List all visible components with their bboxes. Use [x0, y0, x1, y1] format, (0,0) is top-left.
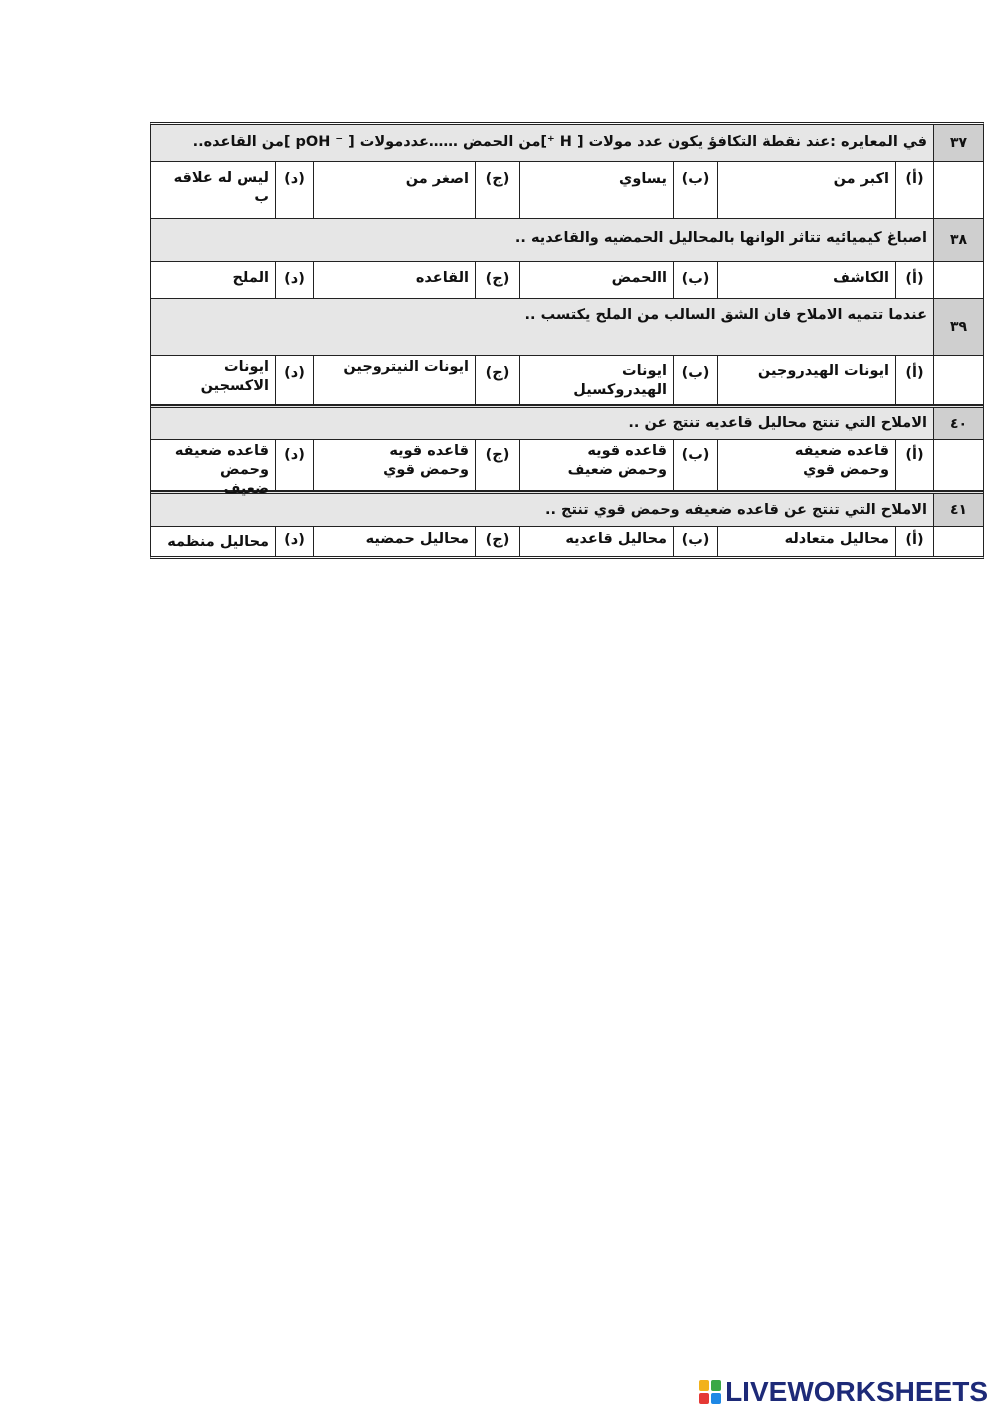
option-c[interactable]: القاعده — [313, 262, 475, 298]
option-d[interactable]: ايونات الاكسجين — [200, 359, 269, 394]
quiz-table — [150, 122, 984, 559]
option-b[interactable]: االحمض — [519, 262, 673, 298]
option-b[interactable]: يساوي — [519, 162, 673, 218]
option-letter: (د) — [275, 440, 313, 490]
option-letter: (ب) — [673, 527, 717, 556]
option-letter: (ج) — [475, 527, 519, 556]
option-letter: (ج) — [475, 162, 519, 218]
option-a[interactable]: الكاشف — [717, 262, 895, 298]
logo-squares-icon — [699, 1380, 721, 1404]
option-letter: (أ) — [895, 262, 933, 298]
option-a[interactable]: ايونات الهيدروجين — [717, 356, 895, 404]
options-row — [151, 162, 983, 219]
options-row — [151, 440, 983, 497]
logo-text: LIVEWORKSHEETS — [725, 1376, 988, 1407]
logo-square — [711, 1393, 721, 1404]
question-text: اصباغ كيميائيه تتاثر الوانها بالمحاليل الحمضيه والقاعديه .. — [514, 230, 927, 246]
option-letter: (أ) — [895, 527, 933, 556]
option-d[interactable]: قاعده ضعيفه وحمض ضعيف — [174, 443, 269, 497]
question-row — [151, 125, 983, 162]
logo-square — [711, 1380, 721, 1391]
options-row — [151, 262, 983, 299]
option-d[interactable]: محاليل منظمه — [167, 534, 269, 550]
option-a[interactable]: قاعده ضعيفه وحمض قوي — [717, 440, 895, 490]
option-c[interactable]: قاعده قويه وحمض قوي — [313, 440, 475, 490]
option-letter: (ب) — [673, 162, 717, 218]
option-a[interactable]: محاليل متعادله — [717, 527, 895, 556]
option-c[interactable]: ايونات النيتروجين — [313, 356, 475, 404]
question-number: ٣٩ — [933, 299, 983, 355]
option-letter: (ج) — [475, 440, 519, 490]
answer-blank[interactable] — [933, 162, 983, 218]
option-a[interactable]: اكبر من — [717, 162, 895, 218]
question-number: ٣٧ — [933, 125, 983, 161]
question-row — [151, 491, 983, 527]
option-c[interactable]: محاليل حمضيه — [313, 527, 475, 556]
option-letter: (أ) — [895, 162, 933, 218]
question-row — [151, 299, 983, 356]
option-letter: (د) — [275, 356, 313, 404]
answer-blank[interactable] — [933, 356, 983, 404]
logo-square — [699, 1393, 709, 1404]
option-letter: (ب) — [673, 440, 717, 490]
answer-blank[interactable] — [933, 262, 983, 298]
liveworksheets-logo[interactable] — [699, 1376, 988, 1408]
question-number: ٤٠ — [933, 408, 983, 439]
question-number: ٤١ — [933, 494, 983, 526]
answer-blank[interactable] — [933, 440, 983, 490]
option-letter: (د) — [275, 262, 313, 298]
options-row — [151, 356, 983, 405]
options-row — [151, 527, 983, 556]
option-letter: (ج) — [475, 262, 519, 298]
logo-square — [699, 1380, 709, 1391]
question-text: عندما تتميه الاملاح فان الشق السالب من الملح يكتسب .. — [524, 307, 927, 323]
option-letter: (أ) — [895, 440, 933, 490]
question-row — [151, 219, 983, 262]
option-letter: (ب) — [673, 356, 717, 404]
option-c[interactable]: اصغر من — [313, 162, 475, 218]
option-letter: (ج) — [475, 356, 519, 404]
question-text: في المعايره :عند نقطة التكافؤ يكون عدد مولات [ H ⁺]من الحمض ……عددمولات [ ⁻ pOH ]من القاعده.. — [192, 134, 927, 150]
question-text: الاملاح التي تنتج محاليل قاعديه تنتج عن .. — [628, 415, 927, 431]
option-d[interactable]: الملح — [232, 270, 269, 286]
answer-blank[interactable] — [933, 527, 983, 556]
option-b[interactable]: قاعده قويه وحمض ضعيف — [519, 440, 673, 490]
option-d[interactable]: ليس له علاقه ب — [173, 170, 269, 205]
option-b[interactable]: محاليل قاعديه — [519, 527, 673, 556]
question-row — [151, 405, 983, 440]
option-letter: (د) — [275, 162, 313, 218]
option-letter: (د) — [275, 527, 313, 556]
option-b[interactable]: ايونات الهيدروكسيل — [519, 356, 673, 404]
question-number: ٣٨ — [933, 219, 983, 261]
option-letter: (ب) — [673, 262, 717, 298]
question-text: الاملاح التي تنتج عن قاعده ضعيفه وحمض قوي تنتج .. — [544, 502, 927, 518]
option-letter: (أ) — [895, 356, 933, 404]
